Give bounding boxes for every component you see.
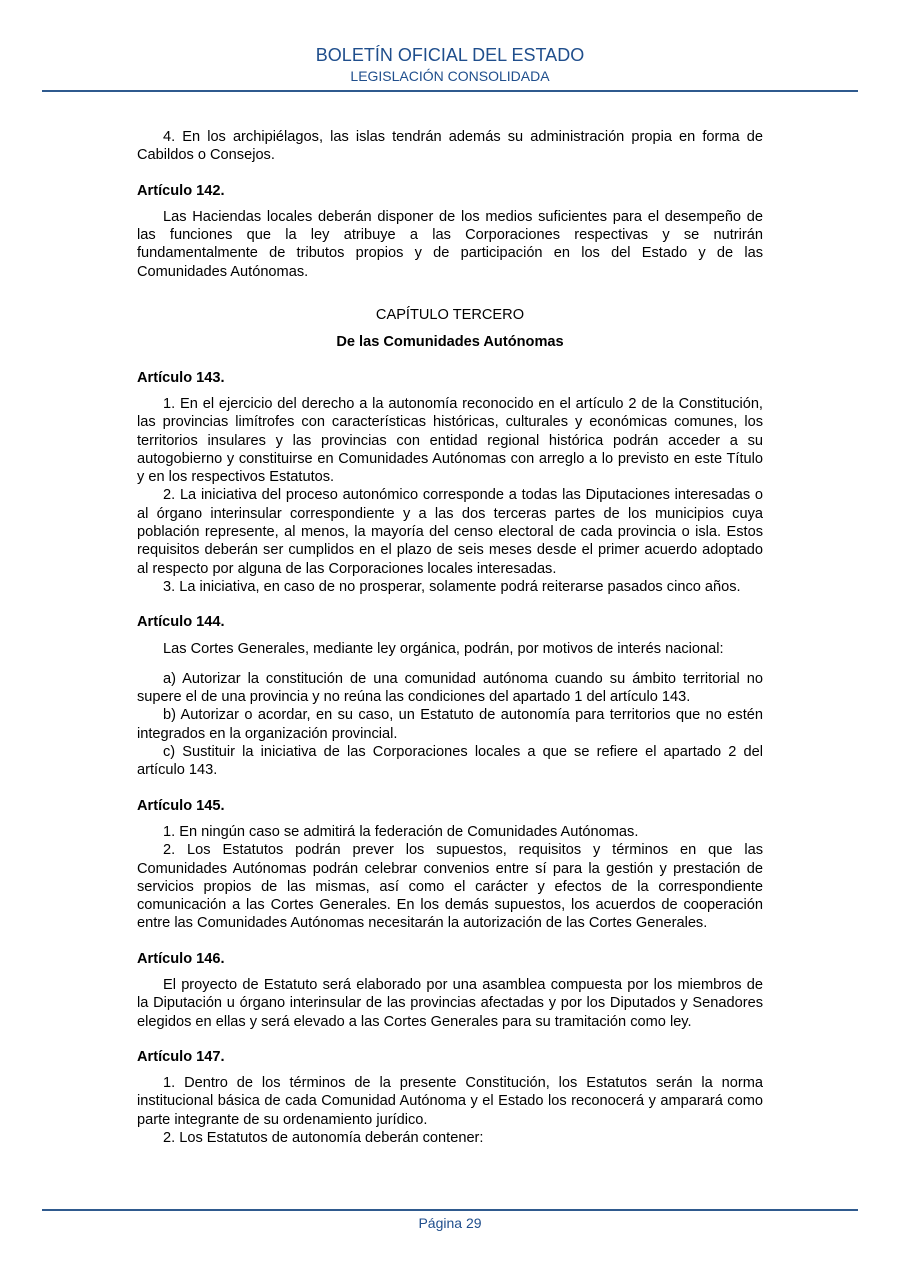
header-subtitle: LEGISLACIÓN CONSOLIDADA (350, 68, 550, 84)
header-title: BOLETÍN OFICIAL DEL ESTADO (315, 45, 585, 65)
chapter-subtitle: De las Comunidades Autónomas (336, 334, 564, 351)
article-146-paragraph: El proyecto de Estatuto será elaborado por una asamblea compuesta por los miembros de la Diputación u órgano interinsular de las provincias afectadas y por los Diputados y Senadores elegidos en ellas y será elevado a las Cortes Generales para su tramitación como ley. (137, 976, 763, 1030)
document-body (137, 128, 763, 1147)
article-147-paragraph-2: 2. Los Estatutos de autonomía deberán contener: (163, 1130, 484, 1147)
article-143-paragraph-2: 2. La iniciativa del proceso autonómico corresponde a todas las Diputaciones interesadas o al órgano interinsular correspondiente y a las dos terceras partes de los municipios cuya población represente, al menos, la mayoría del censo electoral de cada provincia o isla. Estos requisitos deberán ser cumplidos en el plazo de seis meses desde el primer acuerdo adoptado al respecto por alguna de las Corporaciones locales interesadas. (137, 487, 763, 577)
page-number: Página 29 (418, 1215, 482, 1231)
footer-divider (42, 1209, 858, 1211)
article-145-paragraph-1: 1. En ningún caso se admitirá la federación de Comunidades Autónomas. (163, 823, 639, 840)
header-divider (42, 90, 858, 92)
page-header (0, 44, 900, 85)
article-143-paragraph-3: 3. La iniciativa, en caso de no prosperar, solamente podrá reiterarse pasados cinco años. (163, 578, 741, 595)
article-143-paragraph-1: 1. En el ejercicio del derecho a la autonomía reconocido en el artículo 2 de la Constitución, las provincias limítrofes con características históricas, culturales y económicas comunes, los territorios insulares y las provincias con entidad regional histórica podrán acceder a su autogobierno y constituirse en Comunidades Autónomas con arreglo a lo previsto en este Título y en los respectivos Estatutos. (137, 395, 763, 486)
article-142-paragraph: Las Haciendas locales deberán disponer de los medios suficientes para el desempeño de las funciones que la ley atribuye a las Corporaciones respectivas y se nutrirán fundamentalmente de tributos propios y de participación en los del Estado y de las Comunidades Autónomas. (137, 208, 763, 280)
article-144-intro: Las Cortes Generales, mediante ley orgánica, podrán, por motivos de interés nacional: (163, 640, 724, 657)
article-142-heading: Artículo 142. (137, 182, 225, 199)
article-145-heading: Artículo 145. (137, 797, 225, 814)
article-146-heading: Artículo 146. (137, 950, 225, 967)
article-144-item-b: b) Autorizar o acordar, en su caso, un Estatuto de autonomía para territorios que no estén integrados en la organización provincial. (137, 707, 763, 742)
article-147-heading: Artículo 147. (137, 1048, 225, 1065)
paragraph-141-4: 4. En los archipiélagos, las islas tendrán además su administración propia en forma de Cabildos o Consejos. (137, 129, 763, 164)
article-145-paragraph-2: 2. Los Estatutos podrán prever los supuestos, requisitos y términos en que las Comunidades Autónomas podrán celebrar convenios entre sí para la gestión y prestación de servicios propios de las mismas, así como el carácter y efectos de la correspondiente comunicación a las Cortes Generales. En los demás supuestos, los acuerdos de cooperación entre las Comunidades Autónomas necesitarán la autorización de las Cortes Generales. (137, 842, 763, 932)
chapter-title: CAPÍTULO TERCERO (375, 307, 525, 324)
article-144-item-a: a) Autorizar la constitución de una comunidad autónoma cuando su ámbito territorial no supere el de una provincia y no reúna las condiciones del apartado 1 del artículo 143. (137, 670, 763, 706)
article-143-heading: Artículo 143. (137, 369, 225, 386)
article-144-heading: Artículo 144. (137, 614, 225, 631)
article-144-item-c: c) Sustituir la iniciativa de las Corporaciones locales a que se refiere el apartado 2 del artículo 143. (137, 744, 763, 779)
article-147-paragraph-1: 1. Dentro de los términos de la presente Constitución, los Estatutos serán la norma institucional básica de cada Comunidad Autónoma y el Estado los reconocerá y amparará como parte integrante de su ordenamiento jurídico. (137, 1075, 763, 1128)
